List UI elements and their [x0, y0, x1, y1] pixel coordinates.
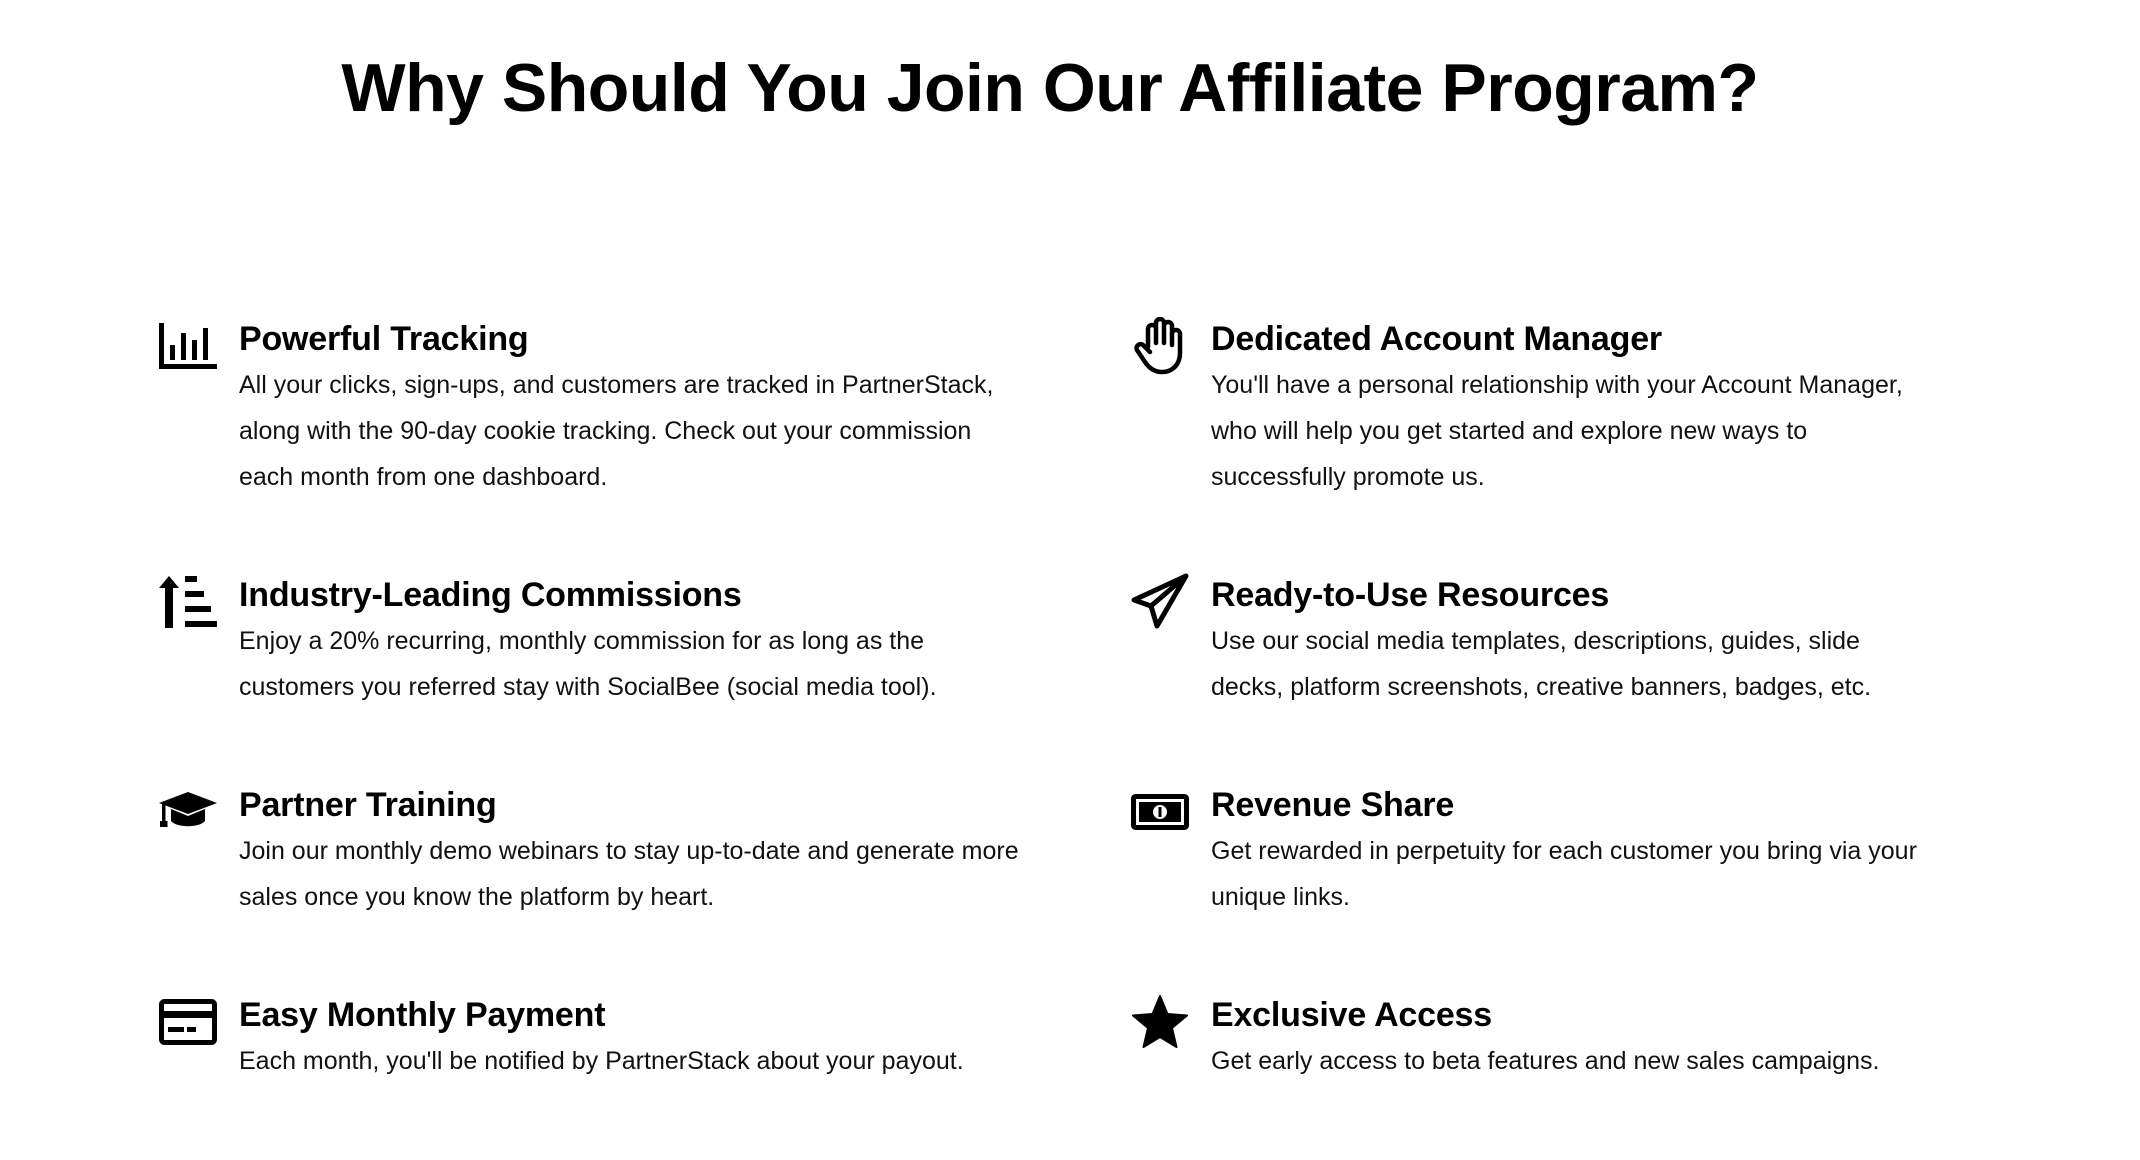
page-title: Why Should You Join Our Affiliate Program? — [341, 50, 1759, 126]
hand-icon — [1130, 316, 1190, 376]
feature-description: Each month, you'll be notified by PartnerStack about your payout. — [239, 1047, 964, 1075]
graduation-cap-icon — [158, 782, 218, 842]
star-icon — [1130, 992, 1190, 1052]
feature-description: Get early access to beta features and new sales campaigns. — [1211, 1047, 1880, 1075]
feature-title: Exclusive Access — [1211, 996, 1492, 1034]
credit-card-icon — [158, 992, 218, 1052]
sort-ascending-icon — [158, 572, 218, 632]
feature-title: Revenue Share — [1211, 786, 1455, 824]
feature-title: Industry-Leading Commissions — [239, 576, 742, 614]
feature-title: Easy Monthly Payment — [239, 996, 606, 1034]
feature-description: Enjoy a 20% recurring, monthly commission for as long as the customers you referred stay with SocialBee (social media tool). — [239, 627, 937, 701]
bar-chart-icon — [158, 316, 218, 376]
feature-title: Partner Training — [239, 786, 497, 824]
feature-title: Ready-to-Use Resources — [1211, 576, 1610, 614]
feature-description: Join our monthly demo webinars to stay up-to-date and generate more sales once you know the platform by heart. — [239, 837, 1019, 911]
paper-plane-icon — [1130, 572, 1190, 632]
feature-description: All your clicks, sign-ups, and customers are tracked in PartnerStack, along with the 90-day cookie tracking. Check out your commission each month from one dashboard. — [239, 371, 994, 491]
feature-description: Get rewarded in perpetuity for each customer you bring via your unique links. — [1211, 837, 1917, 911]
feature-description: Use our social media templates, descriptions, guides, slide decks, platform screenshots, creative banners, badges, etc. — [1211, 627, 1872, 701]
feature-description: You'll have a personal relationship with your Account Manager, who will help you get started and explore new ways to successfully promote us. — [1211, 371, 1903, 491]
feature-title: Powerful Tracking — [239, 320, 529, 358]
feature-title: Dedicated Account Manager — [1211, 320, 1662, 358]
money-bill-icon — [1130, 782, 1190, 842]
